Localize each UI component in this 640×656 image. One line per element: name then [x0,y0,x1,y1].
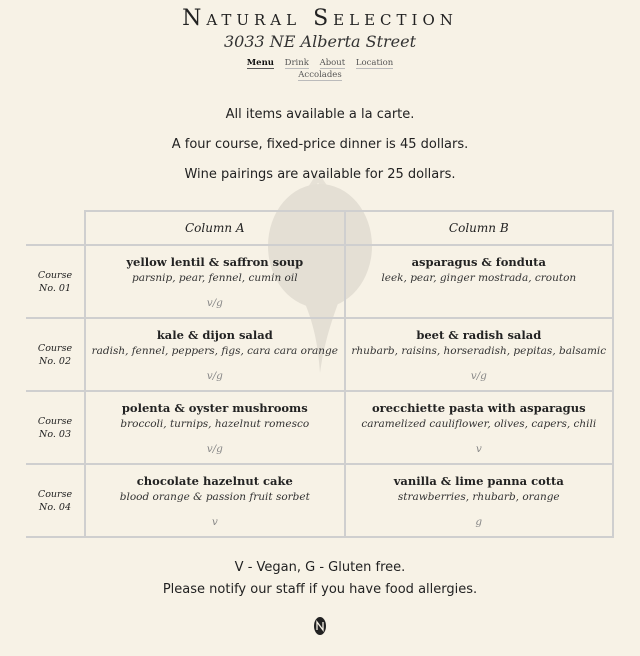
nav-menu[interactable]: Menu [246,58,274,68]
dish-cell [85,391,345,464]
diet-tag: v [211,516,218,528]
dish-description: strawberries, rhubarb, orange [397,491,560,503]
table-row [26,391,613,464]
course-word: Course [37,415,73,427]
course-word: Course [37,269,73,281]
intro-wine-pairings: Wine pairings are available for 25 dollars. [184,167,456,182]
course-label [26,464,85,537]
course-word: Course [37,342,73,354]
menu-corner [26,211,85,245]
table-row [26,464,613,537]
dish-cell [345,464,613,537]
dish-cell [85,245,345,318]
dish-cell [345,391,613,464]
course-number: No. 01 [39,282,71,294]
nav-accolades[interactable]: Accolades [298,70,342,80]
dish-name: yellow lentil & saffron soup [126,255,304,269]
course-number: No. 03 [39,428,71,440]
diet-tag: v [475,443,482,455]
diet-tag: g [475,516,483,528]
course-label [26,391,85,464]
diet-tag: v/g [206,370,223,382]
dish-cell [345,318,613,391]
allergy-notice: Please notify our staff if you have food allergies. [162,582,478,597]
dish-name: asparagus & fonduta [411,255,546,269]
dish-cell [85,318,345,391]
course-number: No. 04 [39,501,71,513]
dish-description: rhubarb, raisins, horseradish, pepitas, balsamic [351,345,607,357]
course-word: Course [37,488,73,500]
diet-legend: V - Vegan, G - Gluten free. [234,560,406,575]
dish-description: blood orange & passion fruit sorbet [119,491,310,503]
ns-monogram-icon[interactable] [313,616,327,636]
dish-name: kale & dijon salad [156,328,273,342]
nav-about[interactable]: About [319,58,346,68]
menu-table [26,210,614,538]
dish-name: beet & radish salad [416,328,542,342]
intro [0,107,640,183]
table-row [26,245,613,318]
main-nav [0,57,640,81]
dish-description: broccoli, turnips, hazelnut romesco [120,418,310,430]
address: 3033 NE Alberta Street [223,32,417,51]
nav-location[interactable]: Location [355,58,394,68]
site-header [0,0,640,81]
intro-fixed-price: A four course, fixed-price dinner is 45 dollars. [171,137,469,152]
diet-tag: v/g [470,370,487,382]
diet-tag: v/g [206,443,223,455]
dish-name: orecchiette pasta with asparagus [372,401,586,415]
dish-description: radish, fennel, peppers, figs, cara cara orange [91,345,338,357]
menu-footer [0,560,640,640]
dish-description: leek, pear, ginger mostrada, crouton [381,272,577,284]
dish-cell [345,245,613,318]
dish-description: parsnip, pear, fennel, cumin oil [131,272,298,284]
diet-tag: v/g [206,297,223,309]
site-title[interactable]: Natural Selection [182,6,458,31]
course-label [26,318,85,391]
course-label [26,245,85,318]
dish-cell [85,464,345,537]
column-a-header: Column A [85,211,345,245]
dish-name: polenta & oyster mushrooms [121,401,308,415]
table-row [26,318,613,391]
nav-drink[interactable]: Drink [284,58,309,68]
dish-name: chocolate hazelnut cake [136,474,293,488]
dish-name: vanilla & lime panna cotta [393,474,564,488]
course-number: No. 02 [39,355,71,367]
dish-description: caramelized cauliflower, olives, capers, chili [361,418,597,430]
column-b-header: Column B [345,211,613,245]
intro-a-la-carte: All items available a la carte. [225,107,415,122]
